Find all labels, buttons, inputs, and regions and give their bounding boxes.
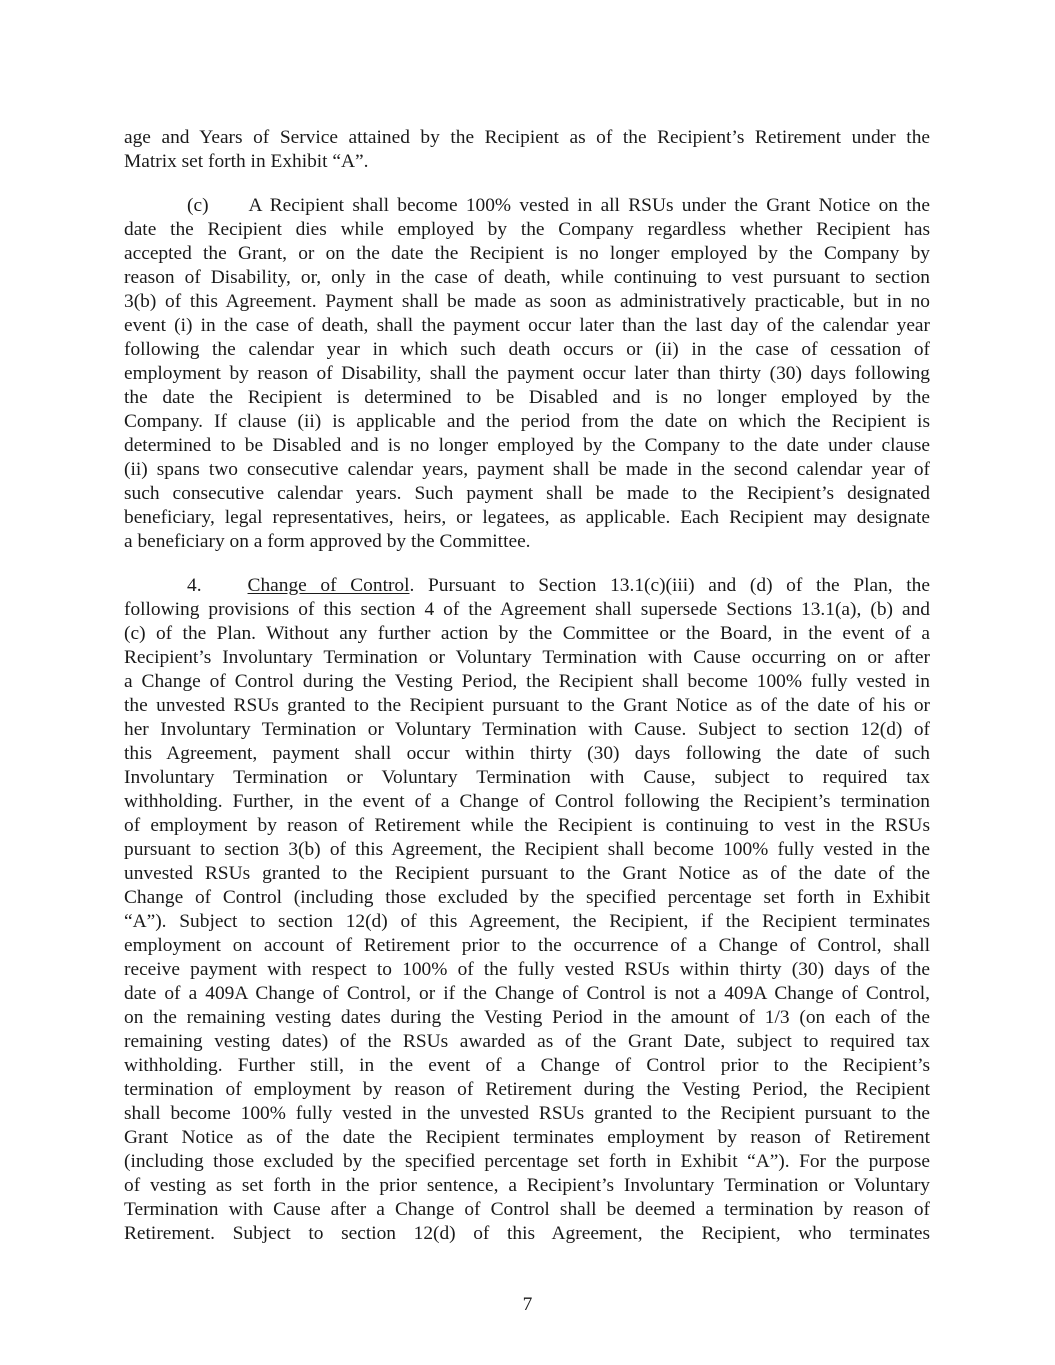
section-heading: Change of Control bbox=[247, 575, 410, 596]
text-line: (c) of the Plan. Without any further action by the Committee or the Board, in the event of a bbox=[124, 623, 930, 644]
text-line: of employment by reason of Retirement while the Recipient is continuing to vest in the RSUs bbox=[124, 815, 930, 836]
text-line: the date the Recipient is determined to be Disabled and is no longer employed by the bbox=[124, 387, 930, 408]
text-line: accepted the Grant, or on the date the Recipient is no longer employed by the Company by bbox=[124, 243, 930, 264]
text-line: a Change of Control during the Vesting Period, the Recipient shall become 100% fully vested in bbox=[124, 671, 930, 692]
text-line: a beneficiary on a form approved by the Committee. bbox=[124, 531, 531, 552]
text-line: Termination with Cause after a Change of Control shall be deemed a termination by reason of bbox=[124, 1199, 930, 1220]
text-line: Change of Control (including those excluded by the specified percentage set forth in Exhibit bbox=[124, 887, 930, 908]
text-line: date of a 409A Change of Control, or if the Change of Control is not a 409A Change of Control, bbox=[124, 983, 930, 1004]
text-line: Company. If clause (ii) is applicable and the period from the date on which the Recipient is bbox=[124, 411, 930, 432]
text-line: following provisions of this section 4 of the Agreement shall supersede Sections 13.1(a), (b) and bbox=[124, 599, 930, 620]
text-line: on the remaining vesting dates during the Vesting Period in the amount of 1/3 (on each of the bbox=[124, 1007, 930, 1028]
text-line: the unvested RSUs granted to the Recipient pursuant to the Grant Notice as of the date of his or bbox=[124, 695, 930, 716]
text-line: (including those excluded by the specified percentage set forth in Exhibit “A”). For the purpose bbox=[124, 1151, 930, 1172]
text-line: beneficiary, legal representatives, heirs, or legatees, as applicable. Each Recipient may designate bbox=[124, 507, 930, 528]
page-number: 7 bbox=[522, 1294, 533, 1315]
text-line: pursuant to section 3(b) of this Agreement, the Recipient shall become 100% fully vested in the bbox=[124, 839, 930, 860]
text-line: remaining vesting dates) of the RSUs awarded as of the Grant Date, subject to required tax bbox=[124, 1031, 930, 1052]
section-number: 4. bbox=[187, 575, 202, 596]
text-line: (ii) spans two consecutive calendar years, payment shall be made in the second calendar year of bbox=[124, 459, 930, 480]
text-line: “A”). Subject to section 12(d) of this Agreement, the Recipient, if the Recipient terminates bbox=[124, 911, 930, 932]
text-line: Involuntary Termination or Voluntary Termination with Cause, subject to required tax bbox=[124, 767, 930, 788]
text-line: determined to be Disabled and is no longer employed by the Company to the date under clause bbox=[124, 435, 930, 456]
subsection-c-first-line bbox=[187, 194, 930, 218]
text-line: withholding. Further, in the event of a Change of Control following the Recipient’s termination bbox=[124, 791, 930, 812]
text-segment: . Pursuant to Section 13.1(c)(iii) and (d) of the Plan, the bbox=[409, 575, 930, 596]
text-line: Retirement. Subject to section 12(d) of this Agreement, the Recipient, who terminates bbox=[124, 1223, 930, 1244]
text-line: Recipient’s Involuntary Termination or Voluntary Termination with Cause occurring on or after bbox=[124, 647, 930, 668]
text-line: Matrix set forth in Exhibit “A”. bbox=[124, 151, 369, 172]
subsection-label: (c) bbox=[187, 195, 209, 216]
text-line: termination of employment by reason of Retirement during the Vesting Period, the Recipient bbox=[124, 1079, 930, 1100]
text-line: date the Recipient dies while employed by the Company regardless whether Recipient has bbox=[124, 219, 930, 240]
text-line: this Agreement, payment shall occur within thirty (30) days following the date of such bbox=[124, 743, 930, 764]
text-line: such consecutive calendar years. Such payment shall be made to the Recipient’s designated bbox=[124, 483, 930, 504]
text-line: following the calendar year in which such death occurs or (ii) in the case of cessation of bbox=[124, 339, 930, 360]
text-line: event (i) in the case of death, shall the payment occur later than the last day of the calendar year bbox=[124, 315, 930, 336]
text-line: age and Years of Service attained by the Recipient as of the Recipient’s Retirement under the bbox=[124, 127, 930, 148]
text-line: Grant Notice as of the date the Recipient terminates employment by reason of Retirement bbox=[124, 1127, 930, 1148]
section-4-first-line bbox=[187, 574, 930, 598]
text-line: 3(b) of this Agreement. Payment shall be made as soon as administratively practicable, but in no bbox=[124, 291, 930, 312]
text-line: withholding. Further still, in the event of a Change of Control prior to the Recipient’s bbox=[124, 1055, 930, 1076]
text-line: unvested RSUs granted to the Recipient pursuant to the Grant Notice as of the date of the bbox=[124, 863, 930, 884]
text-line: of vesting as set forth in the prior sentence, a Recipient’s Involuntary Termination or Voluntary bbox=[124, 1175, 930, 1196]
text-line: employment by reason of Disability, shall the payment occur later than thirty (30) days following bbox=[124, 363, 930, 384]
text-segment: A Recipient shall become 100% vested in all RSUs under the Grant Notice on the bbox=[248, 195, 930, 216]
text-line: her Involuntary Termination or Voluntary Termination with Cause. Subject to section 12(d) of bbox=[124, 719, 930, 740]
text-line: receive payment with respect to 100% of the fully vested RSUs within thirty (30) days of the bbox=[124, 959, 930, 980]
text-line: reason of Disability, or, only in the case of death, while continuing to vest pursuant to section bbox=[124, 267, 930, 288]
text-line: shall become 100% fully vested in the unvested RSUs granted to the Recipient pursuant to the bbox=[124, 1103, 930, 1124]
text-line: employment on account of Retirement prior to the occurrence of a Change of Control, shall bbox=[124, 935, 930, 956]
